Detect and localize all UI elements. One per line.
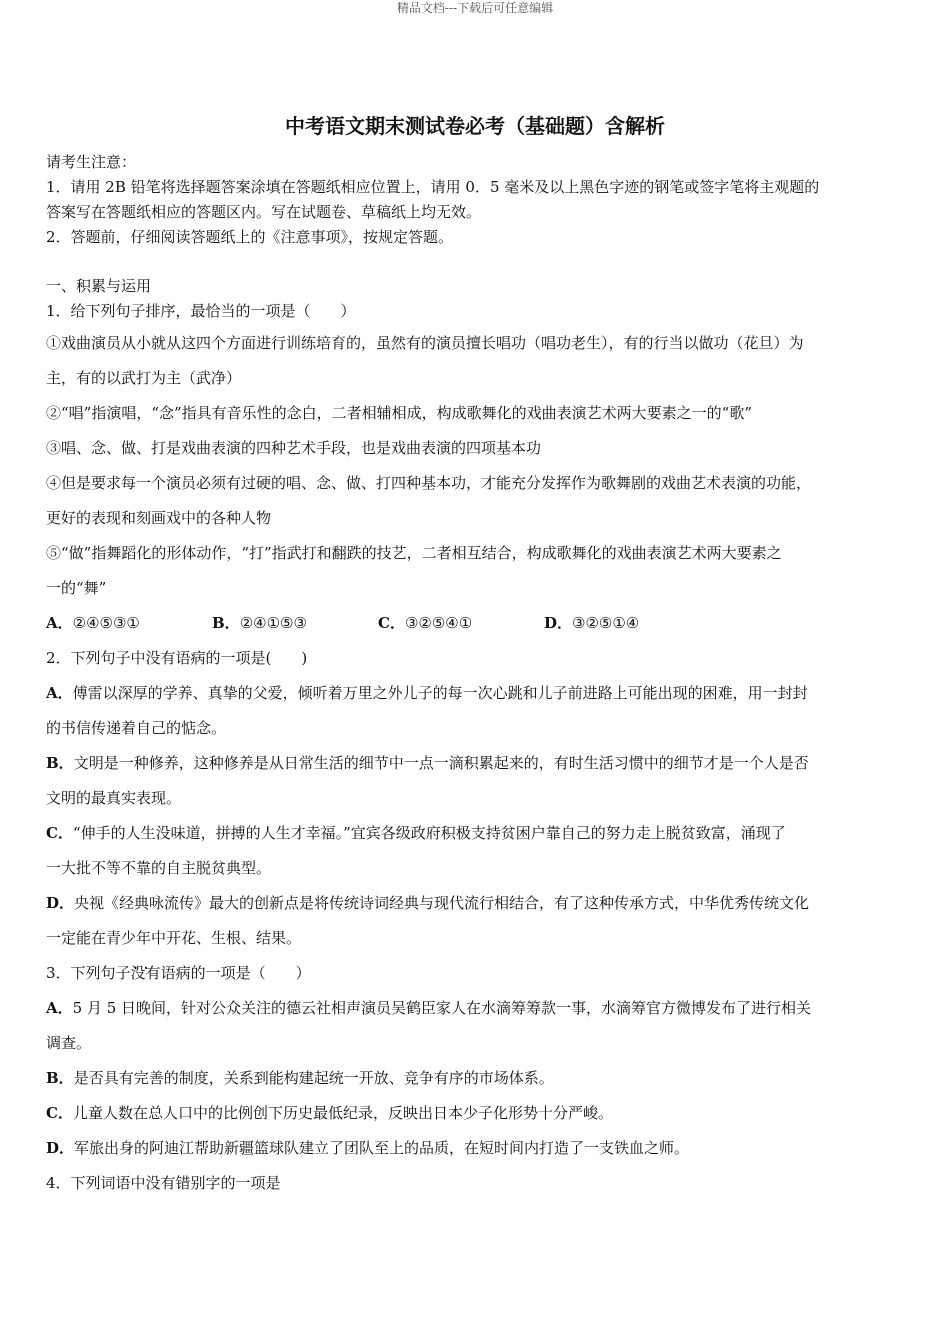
section-heading: 一、积累与运用	[46, 277, 152, 295]
notice-item-1-line-2: 答案写在答题纸相应的答题区内。写在试题卷、草稿纸上均无效。	[46, 203, 482, 221]
q3-option-b: B．是否具有完善的制度，关系到能构建起统一开放、竞争有序的市场体系。	[46, 1069, 554, 1087]
q1-options	[46, 606, 908, 641]
q2-option-d-line-1: D．央视《经典咏流传》最大的创新点是将传统诗词经典与现代流行相结合，有了这种传承方式，中华优秀传统文化	[46, 894, 810, 912]
q1-option-b: B．②④①⑤③	[212, 614, 307, 632]
q1-sentence-1-line-2: 主，有的以武打为主（武净）	[46, 369, 242, 387]
q2-option-c-line-1: C．“伸手的人生没味道，拼搏的人生才幸福。”宜宾各级政府积极支持贫困户靠自己的努力走上脱贫致富，涌现了	[46, 824, 786, 842]
question-2	[46, 641, 908, 956]
q2-option-a-line-2: 的书信传递着自己的惦念。	[46, 719, 227, 737]
q1-sentence-4-line-2: 更好的表现和刻画戏中的各种人物	[46, 509, 272, 527]
q1-sentence-1-line-1: ①戏曲演员从小就从这四个方面进行训练培育的，虽然有的演员擅长唱功（唱功老生），有的行当以做功（花旦）为	[46, 334, 804, 352]
q2-option-c-line-2: 一大批不等不靠的自主脱贫典型。	[46, 859, 272, 877]
document-title: 中考语文期末测试卷必考（基础题）含解析	[285, 114, 665, 138]
q2-option-a-line-1: A．傅雷以深厚的学养、真挚的父爱，倾听着万里之外儿子的每一次心跳和儿子前进路上可能出现的困难，用一封封	[46, 684, 808, 702]
question-1-stem: 1．给下列句子排序，最恰当的一项是（ ）	[46, 302, 356, 320]
q2-option-b-line-1: B．文明是一种修养，这种修养是从日常生活的细节中一点一滴积累起来的，有时生活习惯中的细节才是一个人是否	[46, 754, 809, 772]
notice-block	[46, 150, 908, 250]
question-3-stem: 3．下列句子没有 · ·语病的一项是（ ）	[46, 956, 908, 991]
header-note: 精品文档---下载后可任意编辑	[396, 1, 554, 15]
q1-option-a: A．②④⑤③①	[46, 614, 140, 632]
q1-sentence-2: ②“唱”指演唱，“念”指具有音乐性的念白，二者相辅相成，构成歌舞化的戏曲表演艺术两大要素之一的“歌”	[46, 404, 753, 422]
q1-sentence-5-line-2: 一的“舞”	[46, 579, 107, 597]
spacer	[46, 250, 908, 274]
question-4-stem: 4．下列词语中没有错别字的一项是	[46, 1174, 281, 1192]
q1-sentence-4-line-1: ④但是要求每一个演员必须有过硬的唱、念、做、打四种基本功，才能充分发挥作为歌舞剧的戏曲艺术表演的功能，	[46, 474, 812, 492]
q3-option-a-line-2: 调查。	[46, 1034, 92, 1052]
notice-item-2: 2．答题前，仔细阅读答题纸上的《注意事项》，按规定答题。	[46, 228, 454, 246]
q2-option-d-line-2: 一定能在青少年中开花、生根、结果。	[46, 929, 302, 947]
question-4	[46, 1166, 908, 1201]
question-1	[46, 299, 908, 641]
question-2-stem: 2．下列句子中没有语病的一项是( )	[46, 649, 308, 667]
q3-option-c: C．儿童人数在总人口中的比例创下历史最低纪录，反映出日本少子化形势十分严峻。	[46, 1104, 613, 1122]
q1-sentence-3: ③唱、念、做、打是戏曲表演的四种艺术手段，也是戏曲表演的四项基本功	[46, 439, 542, 457]
q1-option-c: C．③②⑤④①	[378, 614, 473, 632]
document-body	[46, 150, 908, 1201]
q1-option-d: D．③②⑤①④	[544, 614, 640, 632]
question-3	[46, 956, 908, 1166]
q1-sentence-5-line-1: ⑤“做”指舞蹈化的形体动作，“打”指武打和翻跌的技艺，二者相互结合，构成歌舞化的戏曲表演艺术两大要素之	[46, 544, 782, 562]
notice-heading: 请考生注意：	[46, 153, 137, 171]
q3-option-d: D．军旅出身的阿迪江帮助新疆篮球队建立了团队至上的品质，在短时间内打造了一支铁血之师。	[46, 1139, 690, 1157]
notice-item-1-line-1: 1．请用 2B 铅笔将选择题答案涂填在答题纸相应位置上，请用 0．5 毫米及以上黑色字迹的钢笔或签字笔将主观题的	[46, 178, 820, 196]
q2-option-b-line-2: 文明的最真实表现。	[46, 789, 182, 807]
q3-option-a-line-1: A．5 月 5 日晚间，针对公众关注的德云社相声演员吴鹤臣家人在水滴筹筹款一事，水滴筹官方微博发布了进行相关	[46, 999, 812, 1017]
emphasis-dots: 没有 · ·	[131, 964, 161, 982]
